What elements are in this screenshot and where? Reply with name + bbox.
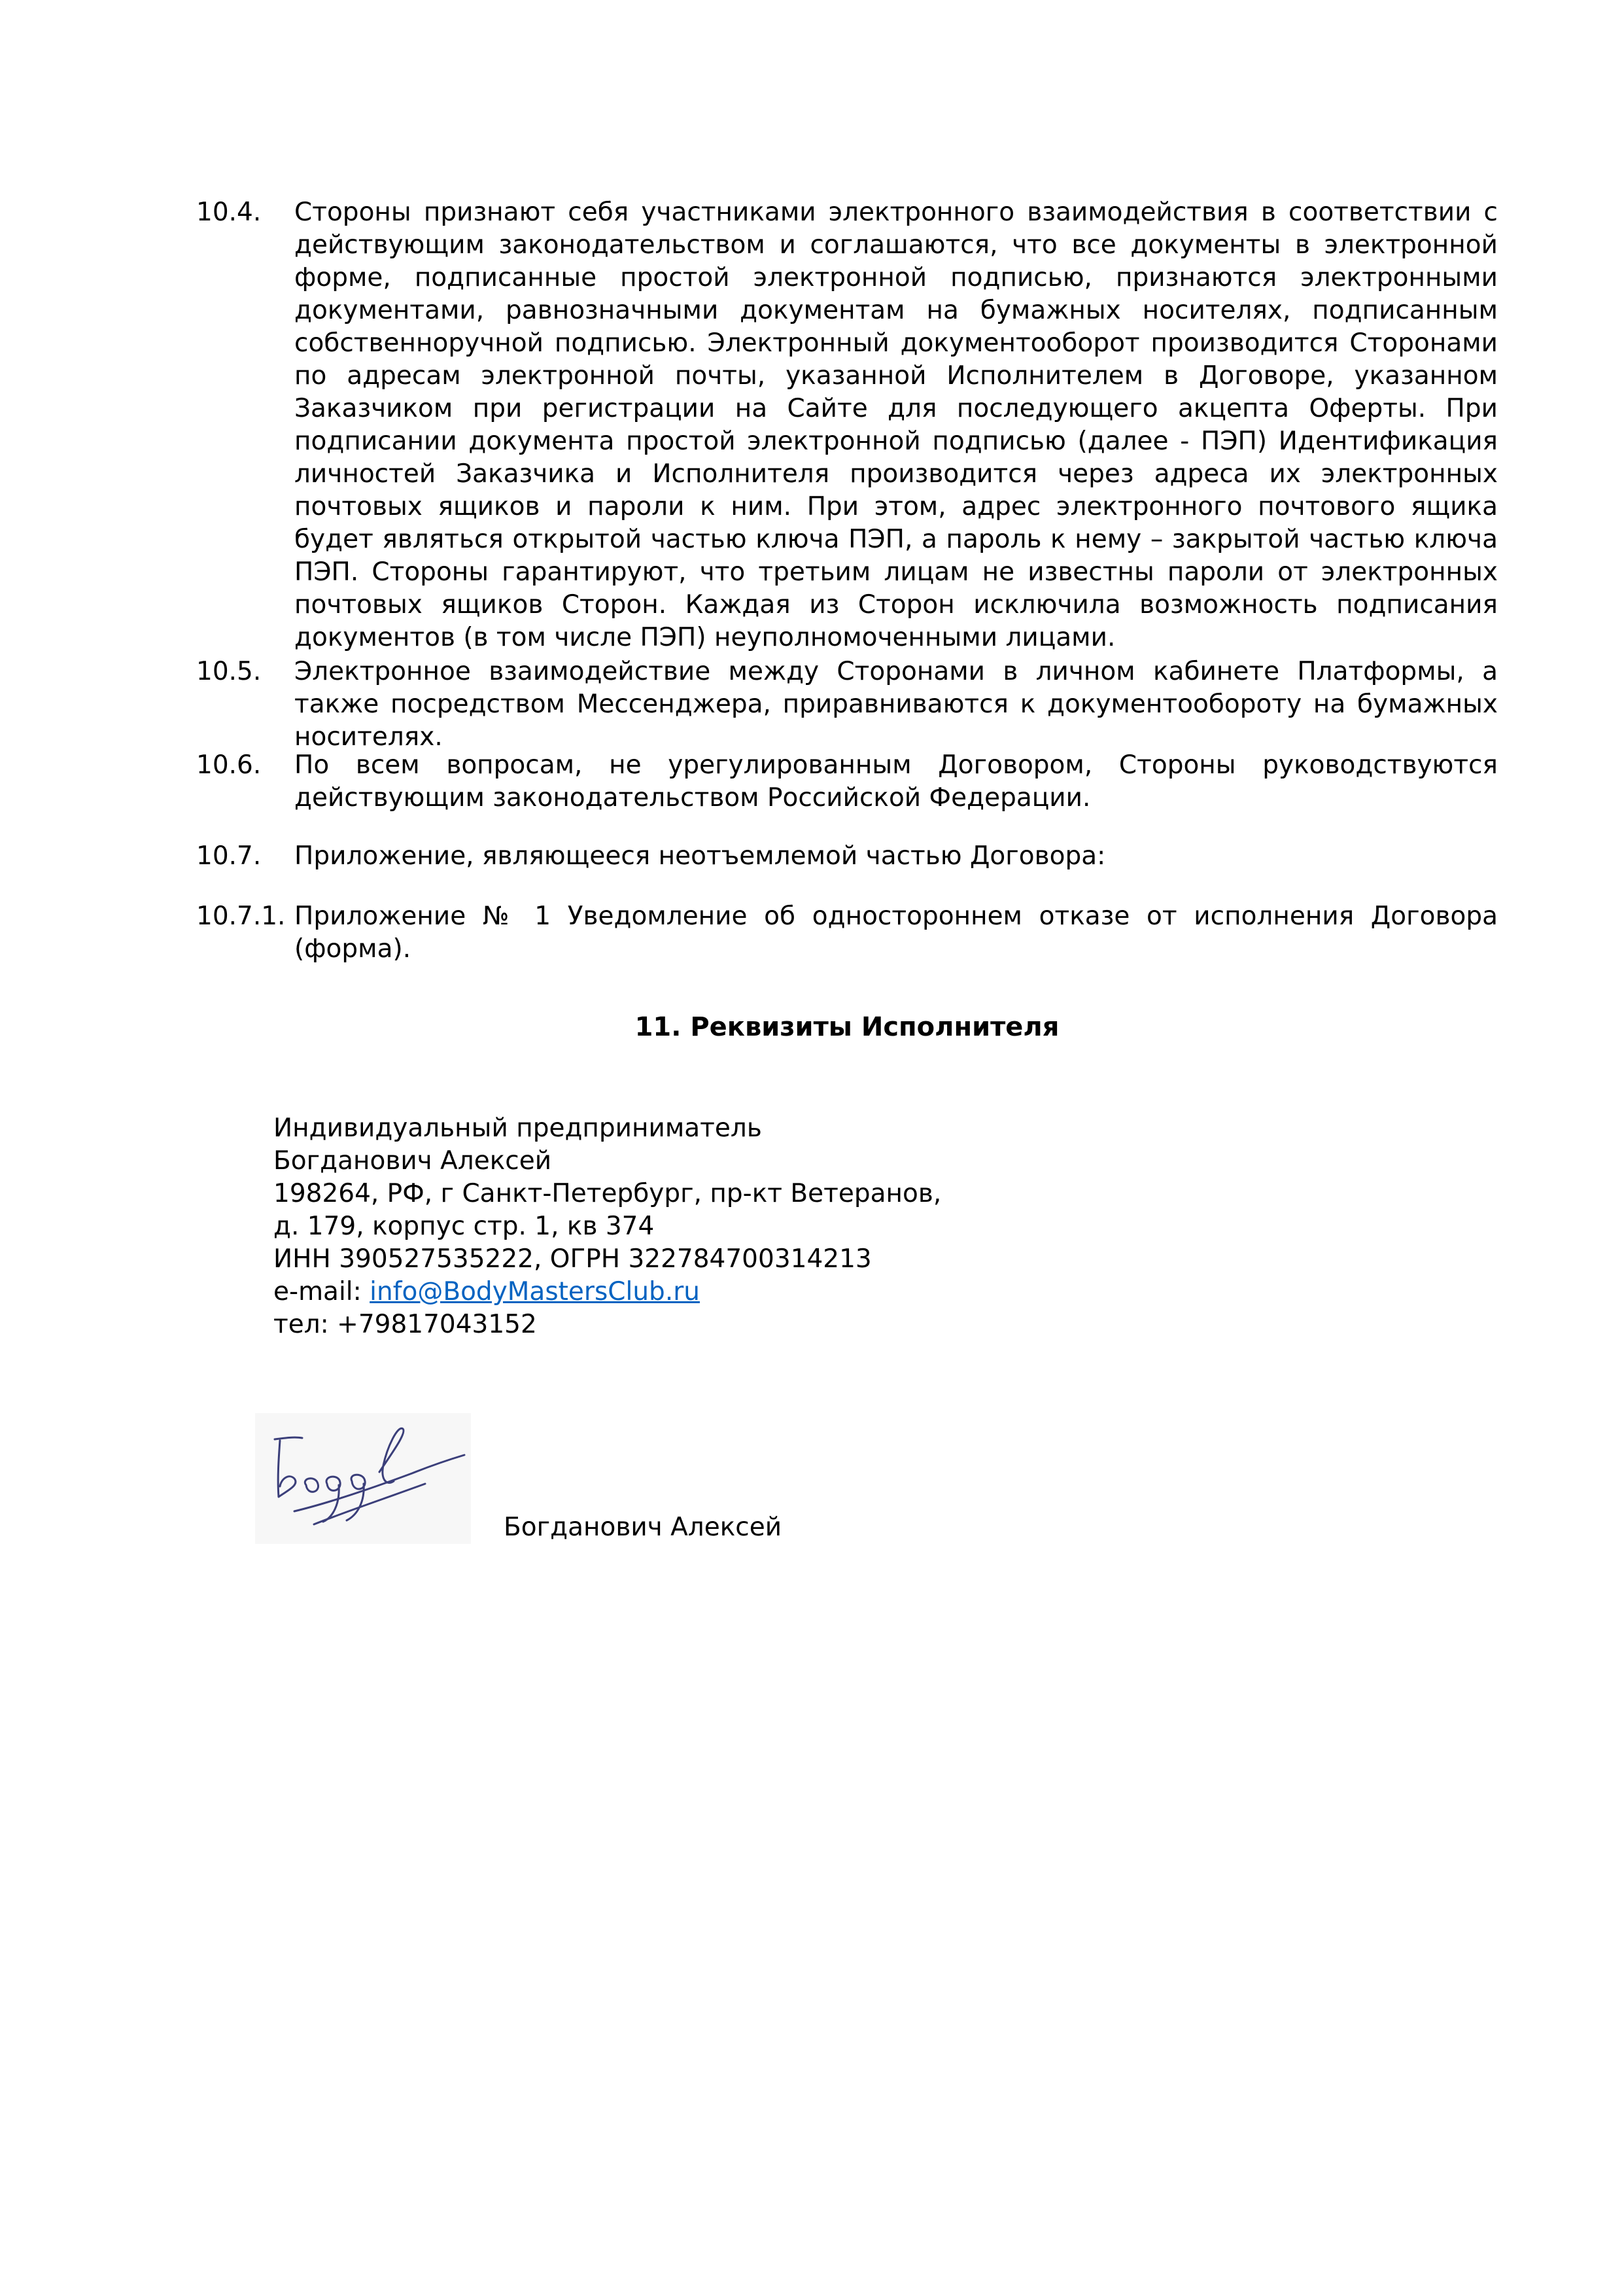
address-line-1: 198264, РФ, г Санкт-Петербург, пр-кт Ветеранов, [273, 1179, 942, 1208]
clause-text: Приложение № 1 Уведомление об одностороннем отказе от исполнения Договора (форма). [294, 902, 1498, 964]
address-line-2: д. 179, корпус стр. 1, кв 374 [273, 1212, 655, 1241]
handwritten-signature [255, 1413, 471, 1544]
clause-10-7-1 [196, 900, 1498, 966]
clause-number: 10.6. [196, 750, 262, 780]
tax-ids: ИНН 390527535222, ОГРН 322784700314213 [273, 1244, 872, 1274]
email-label: e-mail: [273, 1277, 370, 1306]
clause-10-5 [196, 656, 1498, 754]
clause-number: 10.7. [196, 841, 262, 871]
clause-text: Электронное взаимодействие между Сторонами в личном кабинете Платформы, а также посредством Мессенджера, приравниваются к документообороту на бумажных носителях. [294, 657, 1498, 752]
executor-name: Богданович Алексей [273, 1146, 552, 1176]
clause-text: Приложение, являющееся неотъемлемой частью Договора: [294, 841, 1106, 871]
email-line [273, 1276, 941, 1308]
phone-line: тел: +79817043152 [273, 1310, 537, 1339]
entity-type: Индивидуальный предприниматель [273, 1113, 762, 1143]
clause-number: 10.5. [196, 657, 262, 686]
section-title: 11. Реквизиты Исполнителя [634, 1012, 1060, 1042]
executor-requisites [273, 1112, 941, 1341]
clause-text: По всем вопросам, не урегулированным Договором, Стороны руководствуются действующим законодательством Российской Федерации. [294, 750, 1498, 813]
email-link[interactable]: info@BodyMastersClub.ru [370, 1277, 700, 1306]
clause-10-4 [196, 196, 1498, 654]
clause-number: 10.7.1. [196, 902, 286, 931]
clause-10-7 [196, 840, 1498, 873]
signer-name: Богданович Алексей [504, 1513, 782, 1542]
clause-number: 10.4. [196, 198, 262, 227]
clause-10-6 [196, 749, 1498, 815]
clause-text: Стороны признают себя участниками электронного взаимодействия в соответствии с действующим законодательством и соглашаются, что все документы в электронной форме, подписанные простой электронной подписью, признаются электронными документами, равнозначными документам на бумажных носителях, подписанным собственноручной подписью. Электронный документооборот производится Сторонами по адресам электронной почты, указанной Исполнителем в Договоре, указанном Заказчиком при регистрации на Сайте для последующего акцепта Оферты. При подписании документа простой электронной подписью (далее - ПЭП) Идентификация личностей Заказчика и Исполнителя производится через адреса их электронных почтовых ящиков и пароли к ним. При этом, адрес электронного почтового ящика будет являться открытой частью ключа ПЭП, а пароль к нему – закрытой частью ключа ПЭП. Стороны гарантируют, что третьим лицам не известны пароли от электронных почтовых ящиков Сторон. Каждая из Сторон исключила возможность подписания документов (в том числе ПЭП) неуполномоченными лицами. [294, 198, 1498, 652]
